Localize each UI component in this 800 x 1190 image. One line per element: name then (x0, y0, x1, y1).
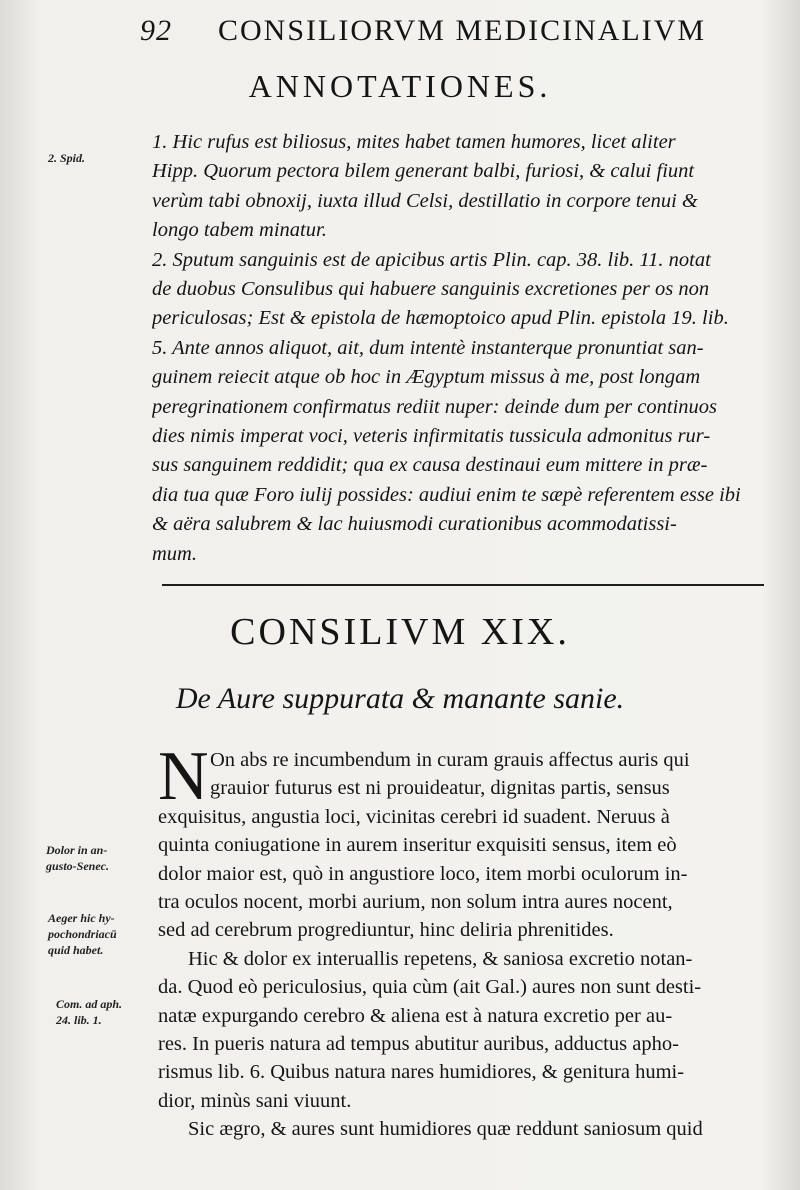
annotation-line: longo tabem minatur. (152, 219, 327, 242)
body-line: rismus lib. 6. Quibus natura nares humidiores, & genitura humi- (158, 1061, 685, 1084)
margin-note-line: 24. lib. 1. (56, 1013, 102, 1027)
annotation-line: periculosas; Est & epistola de hæmoptoico apud Plin. epistola 19. lib. (152, 307, 729, 330)
section-divider (162, 584, 764, 586)
consilium-body (158, 738, 770, 1144)
margin-note-line: Dolor in an- (46, 843, 108, 857)
annotation-line: 5. Ante annos aliquot, ait, dum intentè instanterque pronuntiat san- (152, 336, 704, 359)
body-line: grauior futurus est ni prouideatur, dignitas partis, sensus (210, 777, 670, 800)
annotation-line: peregrinationem confirmatus rediit nuper: deinde dum per continuos (152, 395, 718, 418)
margin-note-aeger (48, 910, 117, 958)
margin-note-line: Com. ad aph. (56, 997, 123, 1011)
margin-note-line: Aeger hic hy- (48, 911, 115, 925)
body-line: Sic ægro, & aures sunt humidiores quæ reddunt saniosum quid (188, 1118, 703, 1141)
consilium-subtitle: De Aure suppurata & manante sanie. (175, 682, 625, 715)
margin-note-spid: 2. Spid. (48, 151, 86, 165)
body-line: tra oculos nocent, morbi aurium, non solum intra aures nocent, (158, 891, 673, 914)
body-line: natæ expurgando cerebro & aliena est à natura excretio per au- (158, 1004, 673, 1027)
margin-note-line: pochondriacū (48, 927, 117, 941)
margin-note-line: gusto-Senec. (46, 859, 109, 873)
annotation-line: verùm tabi obnoxij, iuxta illud Celsi, destillatio in corpore tenui & (152, 189, 698, 212)
annotation-line: 2. Sputum sanguinis est de apicibus artis Plin. cap. 38. lib. 11. notat (152, 248, 711, 271)
body-line: exquisitus, angustia loci, vicinitas cerebri id suadent. Neruus à (158, 805, 670, 828)
body-line: da. Quod eò periculosius, quia cùm (ait Gal.) aures non sunt desti- (158, 976, 702, 999)
body-line: dior, minùs sani viuunt. (158, 1089, 352, 1112)
running-title: CONSILIORVM MEDICINALIVM (218, 14, 707, 47)
annotation-line: Hipp. Quorum pectora bilem generant balbi, furiosi, & calui fiunt (152, 160, 695, 183)
annotation-line: 1. Hic rufus est biliosus, mites habet tamen humores, licet aliter (152, 131, 676, 153)
annotations-heading: ANNOTATIONES. (248, 68, 552, 104)
body-line: Hic & dolor ex interuallis repetens, & saniosa excretio notan- (188, 947, 693, 970)
margin-note-line: quid habet. (48, 943, 104, 957)
body-line: res. In pueris natura ad tempus abutitur auribus, adductus apho- (158, 1033, 679, 1056)
margin-note-dolor (46, 842, 109, 874)
annotation-line: mum. (152, 542, 197, 565)
annotations-text (152, 128, 766, 569)
annotation-line: guinem reiecit atque ob hoc in Ægyptum missus à me, post longam (152, 366, 701, 389)
annotation-line: de duobus Consulibus qui habuere sanguinis excretiones per os non (152, 278, 710, 301)
drop-cap: N (158, 738, 209, 815)
margin-note-com (56, 996, 122, 1028)
body-line: quinta coniugatione in aurem inseritur exquisiti sensus, item eò (158, 834, 677, 857)
annotation-line: dia tua quæ Foro iulij possides: audiui enim te sæpè referentem esse ibi (152, 483, 741, 506)
page-number: 92 (140, 14, 172, 47)
annotation-line: & aëra salubrem & lac huiusmodi curationibus acommodatissi- (152, 513, 677, 536)
annotation-line: sus sanguinem reddidit; qua ex causa destinaui eum mittere in præ- (152, 454, 708, 477)
annotation-line: dies nimis imperat voci, veteris infirmitatis tussicula admonitus rur- (152, 425, 711, 448)
consilium-title: CONSILIVM XIX. (230, 611, 570, 653)
body-line: dolor maior est, quò in angustiore loco, item morbi oculorum in- (158, 862, 688, 885)
body-line: sed ad cerebrum progrediuntur, hinc deliria phrenitides. (158, 919, 614, 942)
body-line: On abs re incumbendum in curam grauis affectus auris qui (210, 749, 690, 771)
